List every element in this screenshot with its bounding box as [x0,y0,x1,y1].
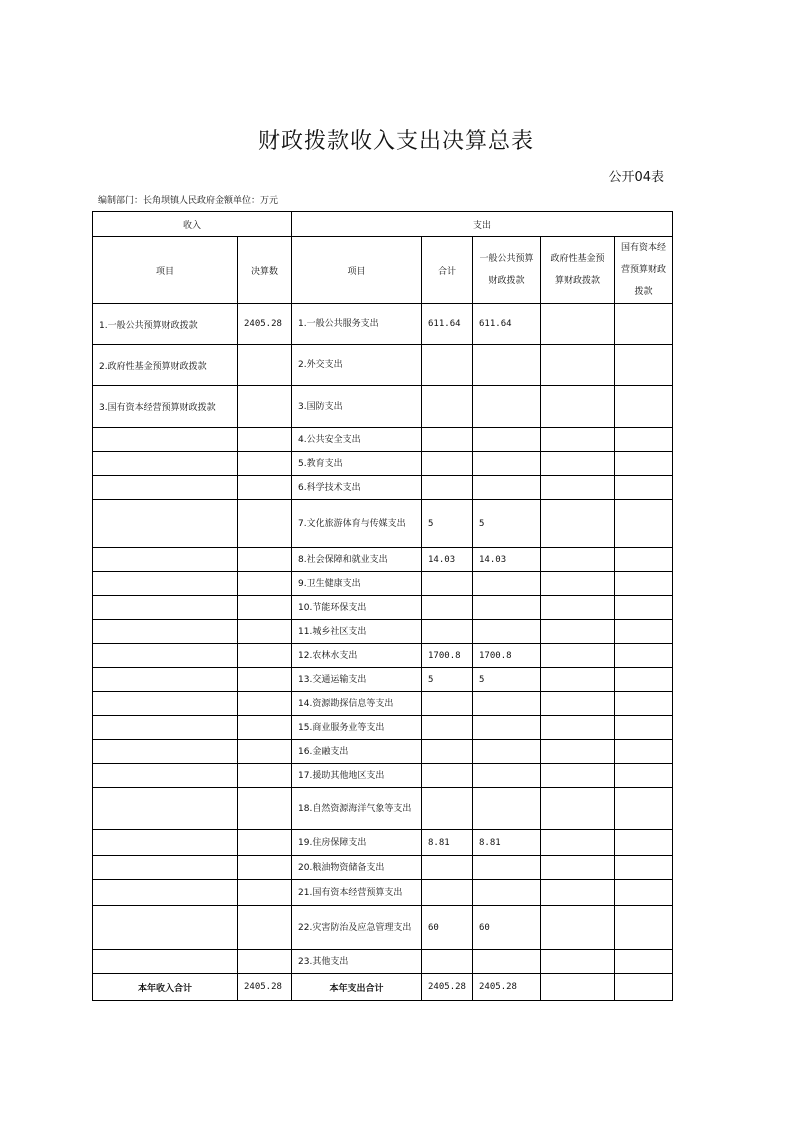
expense-fund-cell [541,692,615,716]
expense-fund-cell [541,788,615,830]
col-header-state-capital-budget: 国有资本经营预算财政拨款 [615,237,673,304]
income-item-cell: 3.国有资本经营预算财政拨款 [93,386,238,428]
expense-total-cell: 611.64 [422,304,473,345]
table-row [93,692,673,716]
table-row [93,476,673,500]
expense-capital-cell [615,668,673,692]
expense-total-cell [422,764,473,788]
expense-item-cell: 4.公共安全支出 [292,428,422,452]
expense-general-cell [473,716,541,740]
income-item-cell: 2.政府性基金预算财政拨款 [93,345,238,386]
expense-capital-cell [615,386,673,428]
expense-general-cell [473,620,541,644]
expense-general-cell [473,428,541,452]
income-amount-cell [238,950,292,974]
expense-item-cell: 16.金融支出 [292,740,422,764]
expense-total-cell [422,716,473,740]
expense-capital-cell [615,716,673,740]
table-row [93,452,673,476]
col-header-general-budget: 一般公共预算财政拨款 [473,237,541,304]
income-amount-cell [238,476,292,500]
expense-item-cell: 14.资源勘探信息等支出 [292,692,422,716]
expense-total-cell [422,620,473,644]
table-row [93,950,673,974]
expense-capital-cell [615,950,673,974]
expense-item-cell: 9.卫生健康支出 [292,572,422,596]
income-item-cell [93,548,238,572]
unit-line: 编制部门：长角坝镇人民政府金额单位：万元 [98,196,279,206]
col-header-final-amount: 决算数 [238,237,292,304]
expense-fund-cell [541,345,615,386]
income-item-cell [93,906,238,950]
expense-item-cell: 3.国防支出 [292,386,422,428]
expense-item-cell: 20.粮油物资储备支出 [292,856,422,880]
expense-section-header: 支出 [292,212,673,237]
expense-fund-cell [541,830,615,856]
table-row [93,644,673,668]
expense-total-fund [541,974,615,1001]
expense-general-cell [473,788,541,830]
expense-fund-cell [541,572,615,596]
expense-total-cell [422,692,473,716]
income-total-amount: 2405.28 [238,974,292,1001]
fiscal-summary-table [92,211,673,1001]
expense-general-cell: 1700.8 [473,644,541,668]
table-row [93,764,673,788]
expense-item-cell: 18.自然资源海洋气象等支出 [292,788,422,830]
expense-total-label: 本年支出合计 [292,974,422,1001]
expense-fund-cell [541,500,615,548]
expense-total-cell: 1700.8 [422,644,473,668]
expense-total-general: 2405.28 [473,974,541,1001]
expense-general-cell [473,596,541,620]
expense-capital-cell [615,345,673,386]
income-item-cell [93,692,238,716]
expense-general-cell: 8.81 [473,830,541,856]
expense-total-cell [422,452,473,476]
expense-fund-cell [541,906,615,950]
expense-fund-cell [541,386,615,428]
expense-general-cell [473,856,541,880]
table-row [93,740,673,764]
income-amount-cell [238,345,292,386]
table-row [93,668,673,692]
table-row [93,620,673,644]
table-row [93,856,673,880]
income-amount-cell [238,386,292,428]
income-amount-cell [238,740,292,764]
expense-fund-cell [541,644,615,668]
expense-capital-cell [615,830,673,856]
income-item-cell [93,452,238,476]
income-item-cell [93,500,238,548]
expense-general-cell [473,950,541,974]
table-row [93,548,673,572]
expense-total-cell [422,880,473,906]
income-amount-cell [238,644,292,668]
expense-total-cell: 60 [422,906,473,950]
expense-total-cell [422,345,473,386]
expense-general-cell: 611.64 [473,304,541,345]
expense-general-cell [473,572,541,596]
expense-capital-cell [615,620,673,644]
expense-total-cell [422,856,473,880]
expense-general-cell [473,740,541,764]
expense-capital-cell [615,788,673,830]
expense-capital-cell [615,572,673,596]
income-amount-cell [238,856,292,880]
expense-capital-cell [615,856,673,880]
expense-item-cell: 19.住房保障支出 [292,830,422,856]
expense-item-cell: 6.科学技术支出 [292,476,422,500]
col-header-total: 合计 [422,237,473,304]
income-amount-cell [238,500,292,548]
expense-fund-cell [541,668,615,692]
income-item-cell [93,764,238,788]
table-row [93,572,673,596]
expense-capital-cell [615,428,673,452]
form-number: 公开04表 [608,170,664,185]
expense-capital-cell [615,304,673,345]
expense-item-cell: 13.交通运输支出 [292,668,422,692]
expense-general-cell: 60 [473,906,541,950]
income-item-cell [93,950,238,974]
expense-capital-cell [615,692,673,716]
income-amount-cell [238,452,292,476]
income-item-cell [93,668,238,692]
table-row [93,906,673,950]
expense-fund-cell [541,950,615,974]
expense-fund-cell [541,856,615,880]
expense-total-cell: 14.03 [422,548,473,572]
income-item-cell [93,572,238,596]
expense-fund-cell [541,452,615,476]
expense-total-cell [422,788,473,830]
table-row [93,716,673,740]
table-row [93,386,673,428]
income-amount-cell [238,548,292,572]
expense-capital-cell [615,452,673,476]
expense-total-cell [422,476,473,500]
income-item-cell [93,856,238,880]
income-amount-cell [238,692,292,716]
income-amount-cell [238,428,292,452]
totals-row [93,974,673,1001]
expense-fund-cell [541,304,615,345]
income-item-cell [93,740,238,764]
expense-total-cell [422,386,473,428]
expense-total-cell [422,428,473,452]
expense-fund-cell [541,764,615,788]
expense-fund-cell [541,880,615,906]
table-row [93,304,673,345]
table-row [93,830,673,856]
table-row [93,428,673,452]
expense-general-cell [473,476,541,500]
expense-capital-cell [615,548,673,572]
expense-item-cell: 2.外交支出 [292,345,422,386]
income-amount-cell [238,620,292,644]
expense-fund-cell [541,716,615,740]
expense-total-cell [422,950,473,974]
col-header-expense-item: 项目 [292,237,422,304]
table-row [93,500,673,548]
col-header-gov-fund-budget: 政府性基金预算财政拨款 [541,237,615,304]
expense-capital-cell [615,476,673,500]
income-amount-cell [238,880,292,906]
income-item-cell [93,476,238,500]
expense-fund-cell [541,740,615,764]
income-item-cell [93,788,238,830]
income-item-cell [93,596,238,620]
income-item-cell [93,644,238,668]
expense-general-cell [473,880,541,906]
income-total-label: 本年收入合计 [93,974,238,1001]
income-amount-cell [238,906,292,950]
expense-general-cell [473,692,541,716]
expense-item-cell: 10.节能环保支出 [292,596,422,620]
expense-capital-cell [615,880,673,906]
expense-capital-cell [615,906,673,950]
expense-fund-cell [541,548,615,572]
expense-item-cell: 23.其他支出 [292,950,422,974]
expense-item-cell: 8.社会保障和就业支出 [292,548,422,572]
income-item-cell [93,716,238,740]
expense-total-amount: 2405.28 [422,974,473,1001]
expense-item-cell: 7.文化旅游体育与传媒支出 [292,500,422,548]
report-title: 财政拨款收入支出决算总表 [257,129,534,154]
expense-fund-cell [541,596,615,620]
expense-item-cell: 22.灾害防治及应急管理支出 [292,906,422,950]
expense-total-cell: 5 [422,500,473,548]
expense-general-cell [473,345,541,386]
income-amount-cell [238,716,292,740]
expense-item-cell: 15.商业服务业等支出 [292,716,422,740]
expense-capital-cell [615,500,673,548]
income-section-header: 收入 [93,212,292,237]
income-item-cell [93,620,238,644]
expense-total-cell: 8.81 [422,830,473,856]
expense-general-cell [473,452,541,476]
income-item-cell: 1.一般公共预算财政拨款 [93,304,238,345]
expense-item-cell: 21.国有资本经营预算支出 [292,880,422,906]
expense-capital-cell [615,764,673,788]
expense-item-cell: 17.援助其他地区支出 [292,764,422,788]
expense-fund-cell [541,620,615,644]
income-amount-cell: 2405.28 [238,304,292,345]
expense-general-cell: 5 [473,500,541,548]
section-header-row [93,212,673,237]
expense-fund-cell [541,428,615,452]
expense-total-cell [422,596,473,620]
col-header-income-item: 项目 [93,237,238,304]
table-row [93,880,673,906]
expense-total-capital [615,974,673,1001]
table-row [93,345,673,386]
expense-item-cell: 1.一般公共服务支出 [292,304,422,345]
table-body [93,304,673,974]
income-item-cell [93,428,238,452]
expense-fund-cell [541,476,615,500]
expense-total-cell: 5 [422,668,473,692]
expense-total-cell [422,572,473,596]
income-amount-cell [238,668,292,692]
income-amount-cell [238,572,292,596]
income-item-cell [93,830,238,856]
expense-capital-cell [615,740,673,764]
expense-general-cell [473,764,541,788]
income-amount-cell [238,830,292,856]
expense-capital-cell [615,596,673,620]
expense-capital-cell [615,644,673,668]
expense-general-cell: 5 [473,668,541,692]
income-amount-cell [238,596,292,620]
expense-item-cell: 12.农林水支出 [292,644,422,668]
income-amount-cell [238,764,292,788]
table-row [93,788,673,830]
table-row [93,596,673,620]
column-header-row [93,237,673,304]
expense-general-cell: 14.03 [473,548,541,572]
expense-general-cell [473,386,541,428]
income-amount-cell [238,788,292,830]
expense-item-cell: 5.教育支出 [292,452,422,476]
income-item-cell [93,880,238,906]
expense-total-cell [422,740,473,764]
expense-item-cell: 11.城乡社区支出 [292,620,422,644]
